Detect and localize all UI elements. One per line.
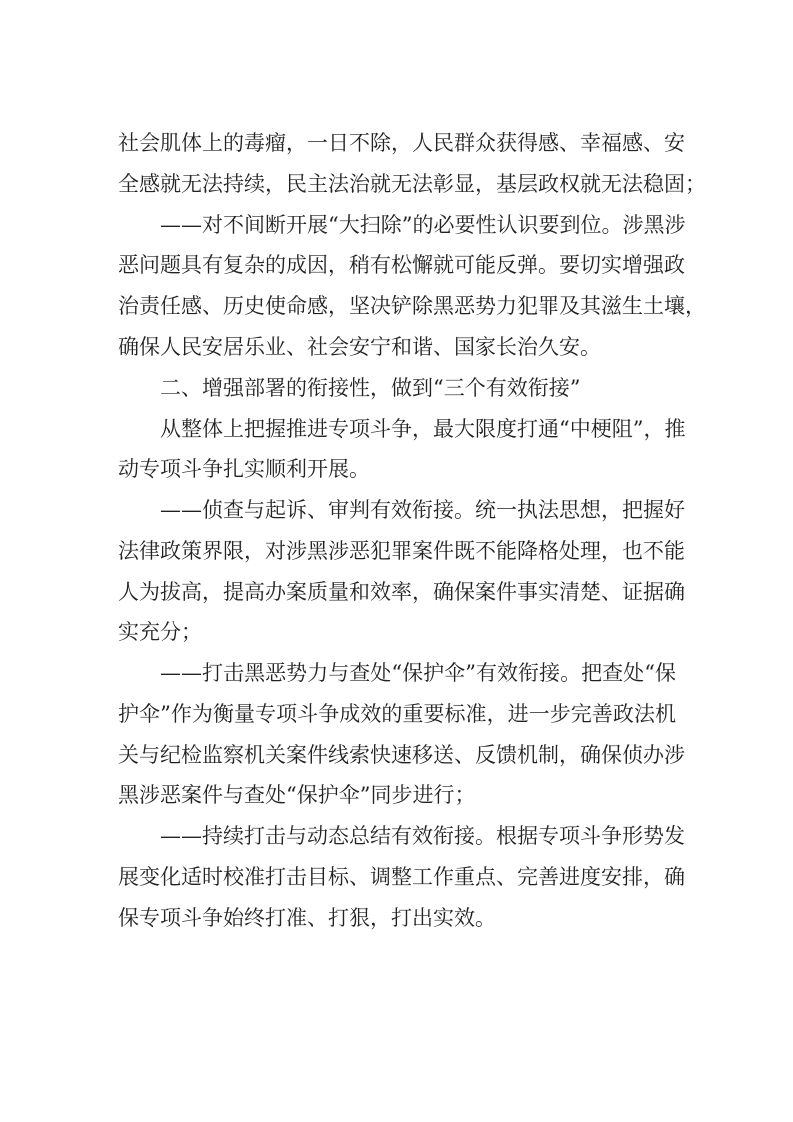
text-line: 黑涉恶案件与查处“保护伞”同步进行；	[118, 783, 476, 807]
text-line: 确保人民安居乐业、社会安宁和谐、国家长治久安。	[118, 335, 601, 359]
text-line: ——对不间断开展“大扫除”的必要性认识要到位。涉黑涉	[160, 213, 686, 237]
text-line: 人为拔高，提高办案质量和效率，确保案件事实清楚、证据确	[118, 580, 685, 604]
section-heading: 二、增强部署的衔接性，做到“三个有效衔接”	[160, 376, 581, 400]
text-line: ——持续打击与动态总结有效衔接。根据专项斗争形势发	[160, 824, 685, 848]
text-line: 展变化适时校准打击目标、调整工作重点、完善进度安排，确	[118, 865, 685, 889]
text-line: 社会肌体上的毒瘤，一日不除，人民群众获得感、幸福感、安	[118, 131, 685, 155]
text-line: 从整体上把握推进专项斗争，最大限度打通“中梗阻”，推	[160, 417, 686, 441]
text-line: 动专项斗争扎实顺利开展。	[118, 457, 370, 481]
text-line: 恶问题具有复杂的成因，稍有松懈就可能反弹。要切实增强政	[118, 253, 685, 277]
text-line: ——打击黑恶势力与查处“保护伞”有效衔接。把查处“保	[160, 661, 676, 685]
text-line: 治责任感、历史使命感，坚决铲除黑恶势力犯罪及其滋生土壤，	[118, 294, 706, 318]
text-line: 护伞”作为衡量专项斗争成效的重要标准，进一步完善政法机	[118, 702, 676, 726]
text-line: 全感就无法持续，民主法治就无法彰显，基层政权就无法稳固；	[118, 172, 706, 196]
text-line: ——侦查与起诉、审判有效衔接。统一执法思想，把握好	[160, 498, 685, 522]
text-line: 保专项斗争始终打准、打狠，打出实效。	[118, 906, 496, 930]
text-line: 法律政策界限，对涉黑涉恶犯罪案件既不能降格处理，也不能	[118, 539, 685, 563]
text-line: 关与纪检监察机关案件线索快速移送、反馈机制，确保侦办涉	[118, 743, 685, 767]
text-line: 实充分；	[118, 620, 202, 644]
